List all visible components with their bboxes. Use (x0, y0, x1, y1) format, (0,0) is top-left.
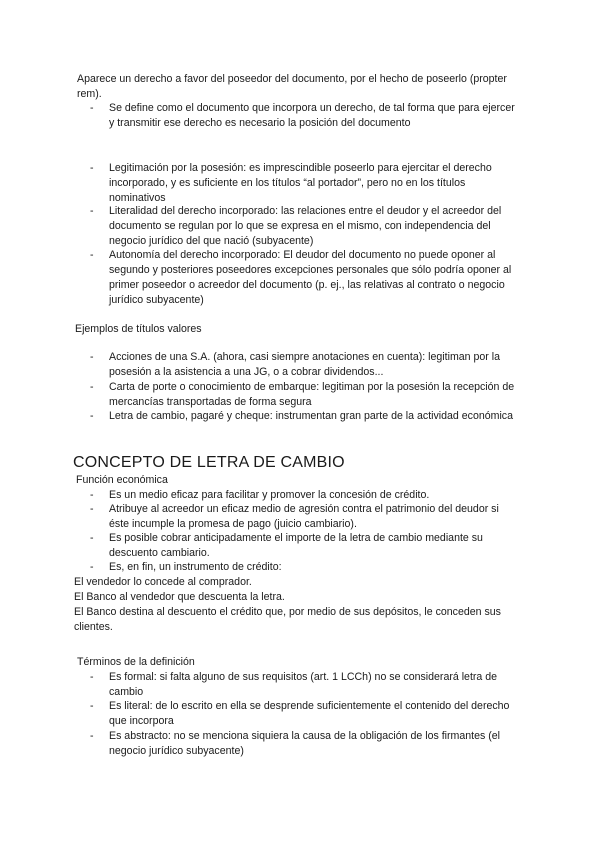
intro-paragraph: Aparece un derecho a favor del poseedor del documento, por el hecho de poseerlo (propter rem). (77, 73, 507, 100)
bullet-dash: - (90, 410, 94, 422)
credit-line: El Banco al vendedor que descuenta la letra. (74, 591, 285, 603)
examples-title: Ejemplos de títulos valores (75, 323, 202, 335)
list-item-text: Atribuye al acreedor un eficaz medio de agresión contra el patrimonio del deudor si éste incumple la promesa de pago (juicio cambiario). (109, 503, 499, 530)
bullet-dash: - (90, 730, 94, 742)
list-item-text: Es, en fin, un instrumento de crédito: (109, 561, 282, 573)
bullet-dash: - (90, 249, 94, 261)
bullet-dash: - (90, 671, 94, 683)
bullet-dash: - (90, 102, 94, 114)
terms-title: Términos de la definición (77, 656, 195, 668)
list-item-text: Carta de porte o conocimiento de embarque: legitiman por la posesión la recepción de mercancías transportadas de forma segura (109, 381, 515, 408)
list-item-text: Es un medio eficaz para facilitar y promover la concesión de crédito. (109, 489, 430, 501)
list-item-text: Se define como el documento que incorpora un derecho, de tal forma que para ejercer y transmitir ese derecho es necesario la posición del documento (109, 102, 515, 129)
bullet-dash: - (90, 532, 94, 544)
credit-line: El Banco destina al descuento el crédito que, por medio de sus depósitos, le conceden sus clientes. (74, 606, 501, 633)
list-item-text: Literalidad del derecho incorporado: las relaciones entre el deudor y el acreedor del documento se regulan por lo que se expresa en el mismo, con independencia del negocio jurídico del que nació (subyacente) (109, 205, 502, 247)
list-item-text: Es posible cobrar anticipadamente el importe de la letra de cambio mediante su descuento cambiario. (109, 532, 483, 559)
bullet-dash: - (90, 489, 94, 501)
bullet-dash: - (90, 561, 94, 573)
list-item-text: Es formal: si falta alguno de sus requisitos (art. 1 LCCh) no se considerará letra de cambio (109, 671, 498, 698)
section-heading: CONCEPTO DE LETRA DE CAMBIO (73, 454, 345, 471)
list-item-text: Autonomía del derecho incorporado: El deudor del documento no puede oponer al segundo y posteriores poseedores excepciones personales que sólo podría oponer al primer poseedor o acreedor del documento (p. ej., las relativas al contrato o negocio jurídico subyacente) (109, 249, 512, 306)
function-title: Función económica (76, 474, 168, 486)
list-item-text: Es abstracto: no se menciona siquiera la causa de la obligación de los firmantes (el negocio jurídico subyacente) (109, 730, 501, 757)
bullet-dash: - (90, 700, 94, 712)
bullet-dash: - (90, 381, 94, 393)
list-item-text: Legitimación por la posesión: es imprescindible poseerlo para ejercitar el derecho incorporado, y es suficiente en los títulos “al portador”, pero no en los títulos nominativos (109, 162, 492, 204)
bullet-dash: - (90, 351, 94, 363)
bullet-dash: - (90, 503, 94, 515)
list-item-text: Es literal: de lo escrito en ella se desprende suficientemente el contenido del derecho que incorpora (109, 700, 510, 727)
bullet-dash: - (90, 205, 94, 217)
list-item-text: Letra de cambio, pagaré y cheque: instrumentan gran parte de la actividad económica (109, 410, 513, 422)
credit-line: El vendedor lo concede al comprador. (74, 576, 252, 588)
bullet-dash: - (90, 162, 94, 174)
list-item-text: Acciones de una S.A. (ahora, casi siempre anotaciones en cuenta): legitiman por la posesión a la asistencia a una JG, o a cobrar dividendos... (109, 351, 501, 378)
